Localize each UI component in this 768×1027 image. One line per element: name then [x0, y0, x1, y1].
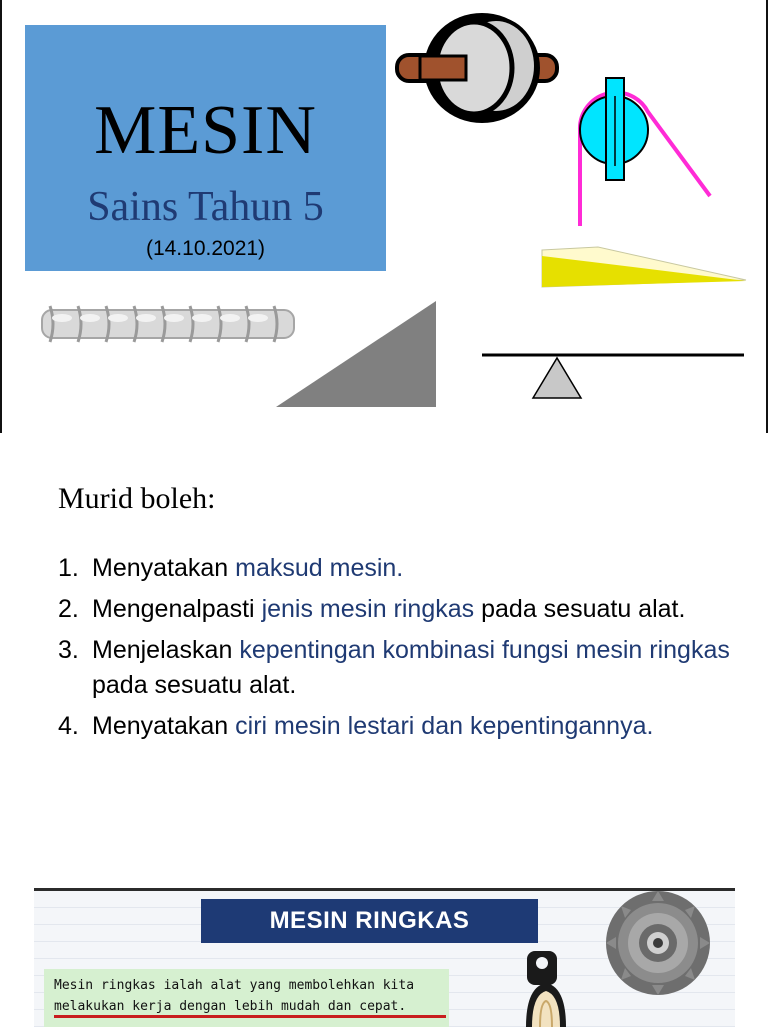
slide-date: (14.10.2021) [145, 237, 266, 260]
item-text-end: pada sesuatu alat. [92, 671, 297, 699]
section-banner: MESIN RINGKAS [201, 899, 538, 943]
item-text-end: pada sesuatu alat. [474, 595, 686, 623]
item-highlight: maksud mesin. [235, 554, 404, 582]
item-number: 4. [58, 712, 79, 740]
item-number: 3. [58, 636, 79, 664]
definition-line-2: melakukan kerja dengan lebih mudah dan cepat. [54, 999, 407, 1014]
objectives-list [58, 551, 758, 750]
lever-icon [482, 355, 744, 398]
item-number: 1. [58, 554, 79, 582]
objectives-slide [0, 433, 768, 888]
item-text: Mengenalpasti [92, 595, 262, 623]
gear-cassette-icon [606, 891, 710, 995]
definition-line-1: Mesin ringkas ialah alat yang membolehkan kita [54, 978, 415, 993]
screw-icon [42, 306, 294, 342]
item-highlight: ciri mesin lestari dan kepentingannya. [235, 712, 654, 740]
item-text: Menjelaskan [92, 636, 240, 664]
objectives-heading: Murid boleh: [58, 482, 216, 515]
wheel-and-axle-icon [397, 13, 557, 123]
simple-machines-illustrations [2, 0, 768, 433]
list-item [58, 551, 758, 586]
item-text: Menyatakan [92, 712, 236, 740]
inclined-plane-icon [276, 301, 436, 407]
wedge-icon [542, 247, 746, 287]
slide3-illustrations [34, 891, 735, 1027]
title-slide [0, 0, 768, 433]
slide-subtitle: Sains Tahun 5 [87, 184, 324, 230]
slide-title: MESIN [94, 92, 317, 169]
item-highlight: kepentingan kombinasi fungsi mesin ringkas [239, 636, 730, 664]
list-item [58, 709, 758, 744]
pulley-block-icon [526, 951, 566, 1027]
pulley-icon [580, 78, 710, 226]
simple-machines-slide [34, 888, 735, 1027]
item-text: Menyatakan [92, 554, 236, 582]
list-item [58, 633, 758, 703]
list-item [58, 592, 758, 627]
item-number: 2. [58, 595, 79, 623]
item-highlight: jenis mesin ringkas [261, 595, 475, 623]
